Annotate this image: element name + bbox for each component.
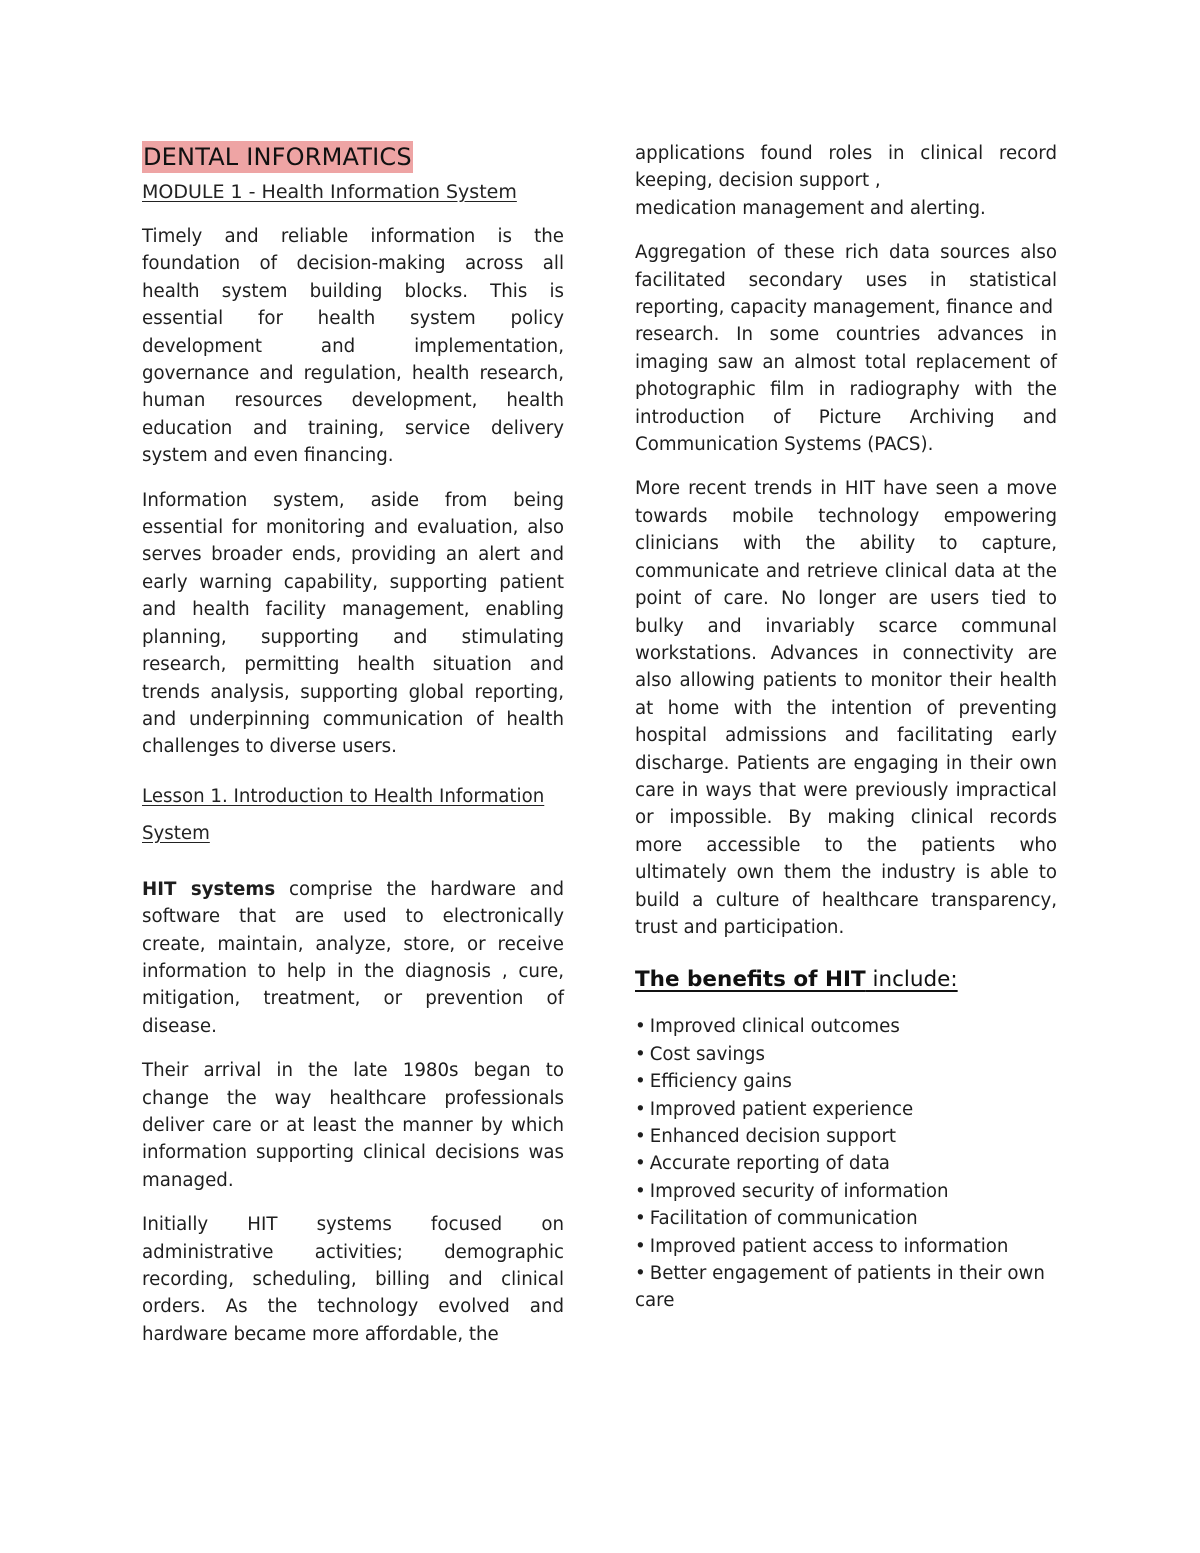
benefit-text: Efficiency gains — [649, 1071, 792, 1093]
bullet-icon: • — [635, 1016, 646, 1038]
bullet-icon: • — [635, 1180, 646, 1202]
paragraph-hit-systems — [142, 876, 564, 1040]
paragraph-information-system: Information system, aside from being essential for monitoring and evaluation, also serves broader ends, providing an alert and early warning capability, supporting patient and health facility management, enabling planning, supporting and stimulating research, permitting health situation and trends analysis, supporting global reporting, and underpinning communication of health challenges to diverse users. — [142, 489, 564, 758]
benefits-list — [635, 1013, 1057, 1314]
benefit-item — [635, 1041, 1057, 1068]
bullet-icon: • — [635, 1235, 646, 1257]
benefit-item — [635, 1150, 1057, 1177]
hit-systems-term: HIT systems — [142, 878, 276, 900]
document-title: DENTAL INFORMATICS — [143, 143, 412, 171]
benefit-text: Improved patient access to information — [649, 1235, 1009, 1257]
bullet-icon: • — [635, 1153, 646, 1175]
module-title: MODULE 1 - Health Information System — [142, 181, 517, 203]
paragraph-initially-hit: Initially HIT systems focused on administrative activities; demographic recording, scheduling, billing and clinical orders. As the technology evolved and hardware became more affordable, the — [142, 1214, 564, 1345]
benefit-item — [635, 1233, 1057, 1260]
bullet-icon: • — [635, 1098, 646, 1120]
paragraph-recent-trends: More recent trends in HIT have seen a move towards mobile technology empowering clinicians with the ability to capture, communicate and retrieve clinical data at the point of care. No longer are users tied to bulky and invariably scarce communal workstations. Advances in connectivity are also allowing patients to monitor their health at home with the intention of preventing hospital admissions and facilitating early discharge. Patients are engaging in their own care in ways that were previously impractical or impossible. By making clinical records more accessible to the patients who ultimately own them the industry is able to build a culture of healthcare transparency, trust and participation. — [635, 478, 1057, 938]
benefit-item — [635, 1205, 1057, 1232]
paragraph-timely-information: Timely and reliable information is the foundation of decision-making across all health system building blocks. This is essential for health system policy development and implementation, governance and regulation, health research, human resources development, health education and training, service delivery system and even financing. — [142, 226, 564, 467]
benefit-text: Improved security of information — [649, 1180, 949, 1202]
bullet-icon: • — [635, 1043, 646, 1065]
benefit-text: Cost savings — [649, 1043, 765, 1065]
benefit-text: Improved clinical outcomes — [649, 1016, 900, 1038]
paragraph-aggregation — [635, 239, 1057, 458]
benefit-item — [635, 1123, 1057, 1150]
left-column — [142, 0, 564, 1365]
benefits-heading-rest: include: — [865, 967, 958, 993]
benefit-text: Accurate reporting of data — [649, 1153, 890, 1175]
applications-text: applications found roles in clinical record keeping, decision support , — [635, 143, 1057, 192]
bullet-icon: • — [635, 1126, 646, 1147]
benefit-text: Better engagement of patients in their own care — [635, 1263, 1045, 1312]
benefit-item — [635, 1178, 1057, 1205]
benefit-text: Facilitation of communication — [649, 1208, 918, 1230]
paragraph-applications — [635, 140, 1057, 222]
lesson-heading: Lesson 1. Introduction to Health Information System — [142, 785, 545, 844]
benefits-heading-bold: The benefits of HIT — [635, 967, 866, 993]
benefit-item — [635, 1068, 1057, 1095]
paragraph-arrival-1980s: Their arrival in the late 1980s began to change the way healthcare professionals deliver care or at least the manner by which information supporting clinical decisions was managed. — [142, 1060, 564, 1191]
aggregation-text: Aggregation of these rich data sources also facilitated secondary uses in statistical reporting, capacity management, finance and — [635, 242, 1057, 319]
right-column — [635, 0, 1057, 1315]
bullet-icon: • — [635, 1071, 646, 1093]
benefits-heading — [635, 965, 1057, 995]
bullet-icon: • — [635, 1263, 646, 1285]
benefit-item — [635, 1260, 1057, 1315]
benefit-text: Improved patient experience — [649, 1098, 914, 1120]
research-imaging-text: research. In some countries advances in imaging saw an almost total replacement of photographic film in radiography with the introduction of Picture Archiving and Communication Systems (PACS). — [635, 324, 1057, 456]
benefit-item — [635, 1096, 1057, 1123]
benefit-text: Enhanced decision support — [649, 1126, 897, 1147]
benefit-item — [635, 1013, 1057, 1040]
hit-systems-definition: comprise the hardware and software that are used to electronically create, maintain, analyze, store, or receive information to help in the diagnosis , cure, mitigation, treatment, or prevention of disease. — [142, 878, 565, 1037]
bullet-icon: • — [635, 1208, 646, 1230]
medication-text: medication management and alerting. — [635, 197, 986, 219]
